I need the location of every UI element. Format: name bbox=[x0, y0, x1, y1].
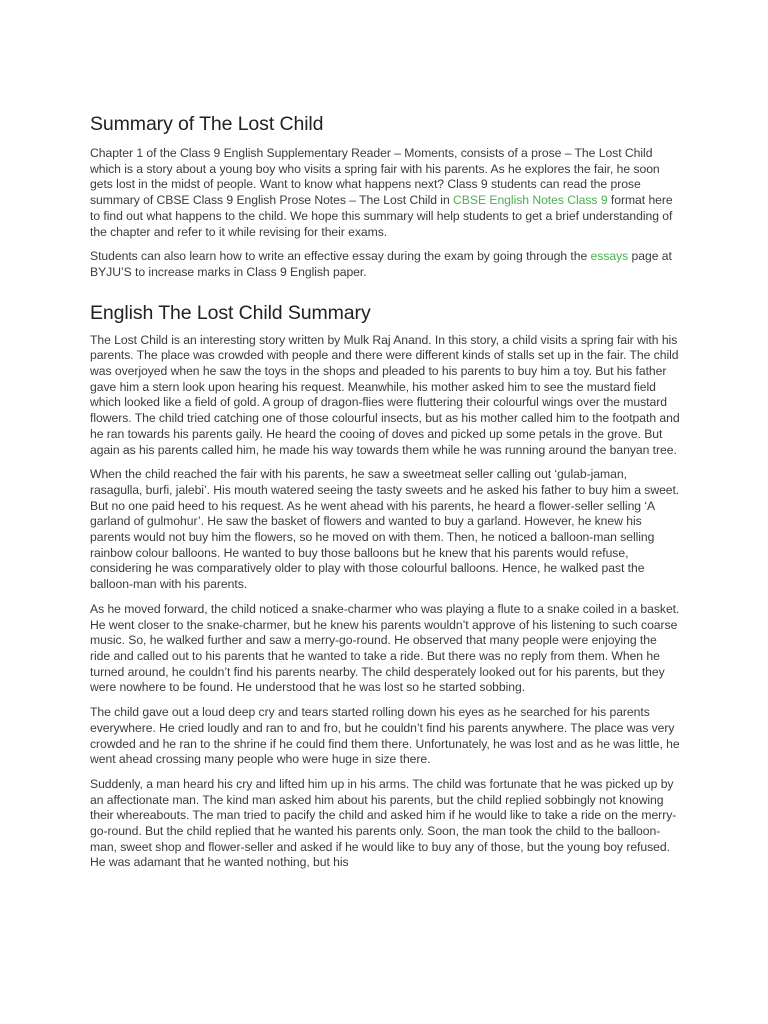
story-paragraph-1: The Lost Child is an interesting story written by Mulk Raj Anand. In this story, a child visits a spring fair with his parents. The place was crowded with people and there were different kinds of stalls set up in the fair. The child was overjoyed when he saw the toys in the shops and pleaded to his parents to buy him a toy. But his father gave him a stern look upon hearing his request. Meanwhile, his mother asked him to see the mustard field which looked like a field of gold. A group of dragon-flies were fluttering their colourful wings over the mustard flowers. The child tried catching one of those colourful insects, but as his mother called him to the footpath and he ran towards his parents gaily. He heard the cooing of doves and picked up some petals in the grove. But again as his parents called him, he made his way towards them while he was running around the banyan tree. bbox=[90, 332, 680, 457]
story-paragraph-3: As he moved forward, the child noticed a snake-charmer who was playing a flute to a snake coiled in a basket. He went closer to the snake-charmer, but he knew his parents wouldn’t approve of his listening to such coarse music. So, he walked further and saw a merry-go-round. He observed that many people were enjoying the ride and called out to his parents that he wanted to take a ride. But there was no reply from them. When he turned around, he couldn’t find his parents nearby. The child desperately looked out for his parents, but they were nowhere to be found. He understood that he was lost so he started sobbing. bbox=[90, 601, 680, 695]
intro-paragraph bbox=[90, 146, 680, 240]
cbse-notes-link[interactable]: CBSE English Notes Class 9 bbox=[453, 193, 608, 208]
essay-text-end: page at BYJU’S to increase marks in Class 9 English paper. bbox=[90, 249, 672, 279]
summary-heading: Summary of The Lost Child bbox=[90, 113, 324, 135]
story-paragraph-2: When the child reached the fair with his parents, he saw a sweetmeat seller calling out ‘gulab-jaman, rasagulla, burfi, jalebi’. His mouth watered seeing the tasty sweets and he asked his father to buy him a sweet. But no one paid heed to his request. As he went ahead with his parents, he heard a flower-seller selling ‘A garland of gulmohur’. He saw the basket of flowers and wanted to buy a garland. However, he knew his parents would not buy him the flowers, so he moved on with them. Then, he noticed a balloon-man selling rainbow colour balloons. He wanted to buy those balloons but he knew that his parents would refuse, considering he was comparatively older to play with those colourful balloons. Hence, he walked past the balloon-man with his parents. bbox=[90, 467, 680, 592]
intro-text-start: Chapter 1 of the Class 9 English Supplementary Reader – Moments, consists of a prose – The Lost Child which is a story about a young boy who visits a spring fair with his parents. As he explores the fair, he soon gets lost in the midst of people. Want to know what happens next? Class 9 students can read the prose summary of CBSE Class 9 English Prose Notes – The Lost Child in bbox=[90, 146, 660, 208]
article-body bbox=[90, 112, 680, 880]
essay-text-start: Students can also learn how to write an effective essay during the exam by going through the bbox=[90, 249, 591, 264]
essays-link[interactable]: essays bbox=[590, 249, 629, 264]
story-paragraph-5: Suddenly, a man heard his cry and lifted him up in his arms. The child was fortunate that he was picked up by an affectionate man. The kind man asked him about his parents, but the child replied sobbingly not knowing their whereabouts. The man tried to pacify the child and asked him if he would like to take a ride on the merry-go-round. But the child replied that he wanted his parents only. Soon, the man took the child to the balloon-man, sweet shop and flower-seller and asked if he would like to buy any of those, but the young boy refused. He was adamant that he wanted nothing, but his bbox=[90, 776, 677, 870]
story-paragraph-4: The child gave out a loud deep cry and tears started rolling down his eyes as he searched for his parents everywhere. He cried loudly and ran to and fro, but he couldn’t find his parents anywhere. The place was very crowded and he ran to the shrine if he could find them there. Unfortunately, he was lost and as he was little, he went ahead crossing many people who were huge in size there. bbox=[90, 705, 680, 767]
story-summary-heading: English The Lost Child Summary bbox=[90, 301, 371, 324]
essay-paragraph bbox=[90, 249, 680, 280]
intro-text-end: format here to find out what happens to the child. We hope this summary will help students to get a brief understanding of the chapter and refer to it while revising for their exams. bbox=[90, 193, 673, 239]
